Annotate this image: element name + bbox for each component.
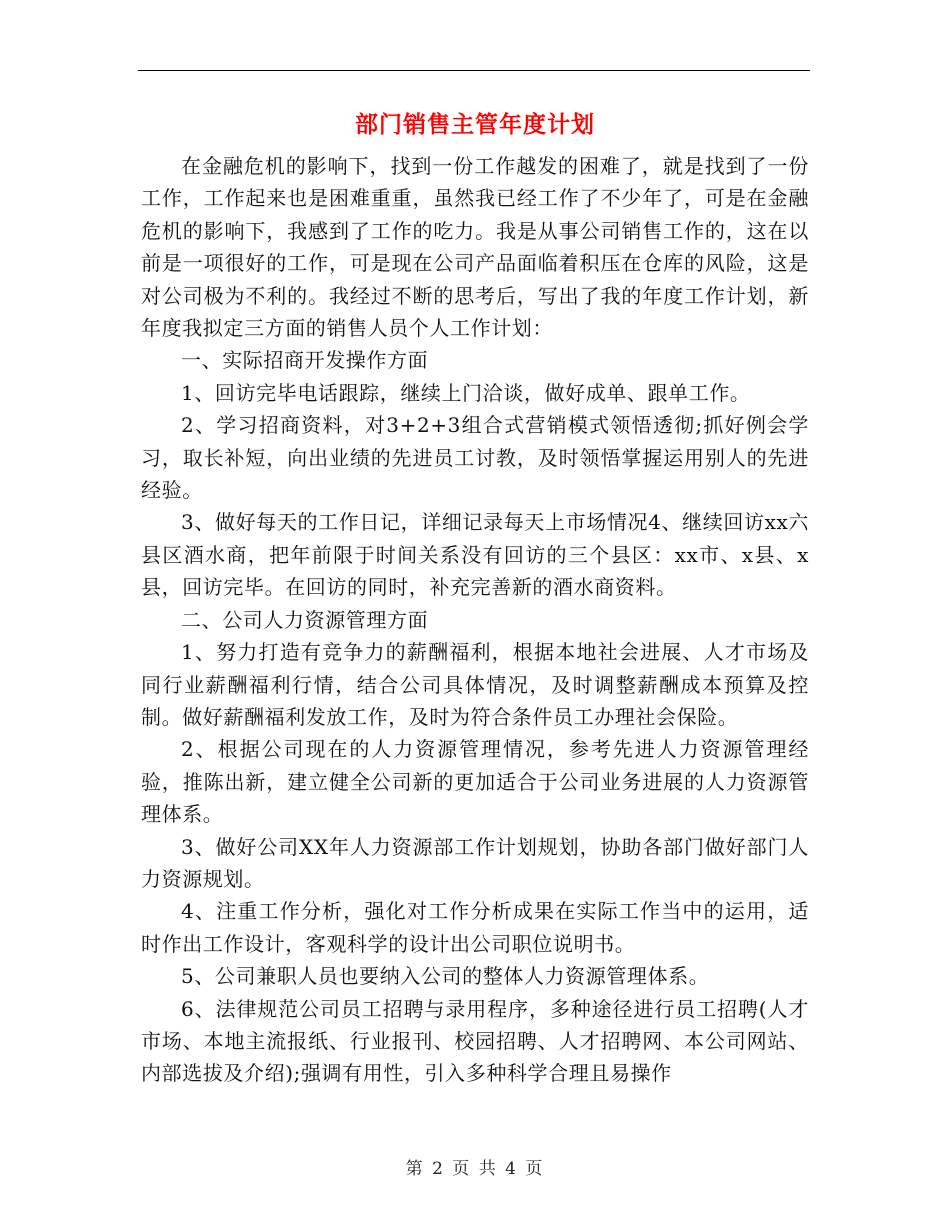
document-title: 部门销售主管年度计划 [355, 111, 595, 138]
paragraph-item: 2、学习招商资料，对3+2+3组合式营销模式领悟透彻;抓好例会学习，取长补短，向出业绩的先进员工讨教，及时领悟掌握运用别人的先进经验。 [141, 413, 809, 503]
section-heading-1: 一、实际招商开发操作方面 [181, 348, 429, 373]
page-footer: 第 2 页 共 4 页 [405, 1159, 545, 1179]
paragraph-item: 1、努力打造有竞争力的薪酬福利，根据本地社会进展、人才市场及同行业薪酬福利行情，结合公司具体情况，及时调整薪酬成本预算及控制。做好薪酬福利发放工作，及时为符合条件员工办理社会保险。 [141, 640, 809, 729]
header-rule [138, 70, 810, 71]
paragraph-item: 4、注重工作分析，强化对工作分析成果在实际工作当中的运用，适时作出工作设计，客观科学的设计出公司职位说明书。 [141, 899, 809, 956]
paragraph-item: 3、做好公司XX年人力资源部工作计划规划，协助各部门做好部门人力资源规划。 [141, 834, 809, 891]
paragraph-item: 5、公司兼职人员也要纳入公司的整体人力资源管理体系。 [181, 964, 710, 989]
paragraph-item: 3、做好每天的工作日记，详细记录每天上市场情况4、继续回访xx六县区酒水商，把年前限于时间关系没有回访的三个县区：xx市、x县、x县，回访完毕。在回访的同时，补充完善新的酒水商资料。 [141, 510, 809, 600]
paragraph-intro: 在金融危机的影响下，找到一份工作越发的困难了，就是找到了一份工作，工作起来也是困难重重，虽然我已经工作了不少年了，可是在金融危机的影响下，我感到了工作的吃力。我是从事公司销售工作的，这在以前是一项很好的工作，可是现在公司产品面临着积压在仓库的风险，这是对公司极为不利的。我经过不断的思考后，写出了我的年度工作计划，新年度我拟定三方面的销售人员个人工作计划： [141, 154, 809, 341]
section-heading-2: 二、公司人力资源管理方面 [181, 607, 429, 632]
paragraph-item: 2、根据公司现在的人力资源管理情况，参考先进人力资源管理经验，推陈出新，建立健全公司新的更加适合于公司业务进展的人力资源管理体系。 [141, 737, 809, 827]
document-body [141, 150, 809, 1090]
paragraph-item: 1、回访完毕电话跟踪，继续上门洽谈，做好成单、跟单工作。 [181, 380, 751, 405]
paragraph-item: 6、法律规范公司员工招聘与录用程序，多种途径进行员工招聘(人才市场、本地主流报纸、行业报刊、校园招聘、人才招聘网、本公司网站、内部选拔及介绍);强调有用性，引入多种科学合理且易操作 [141, 996, 809, 1086]
